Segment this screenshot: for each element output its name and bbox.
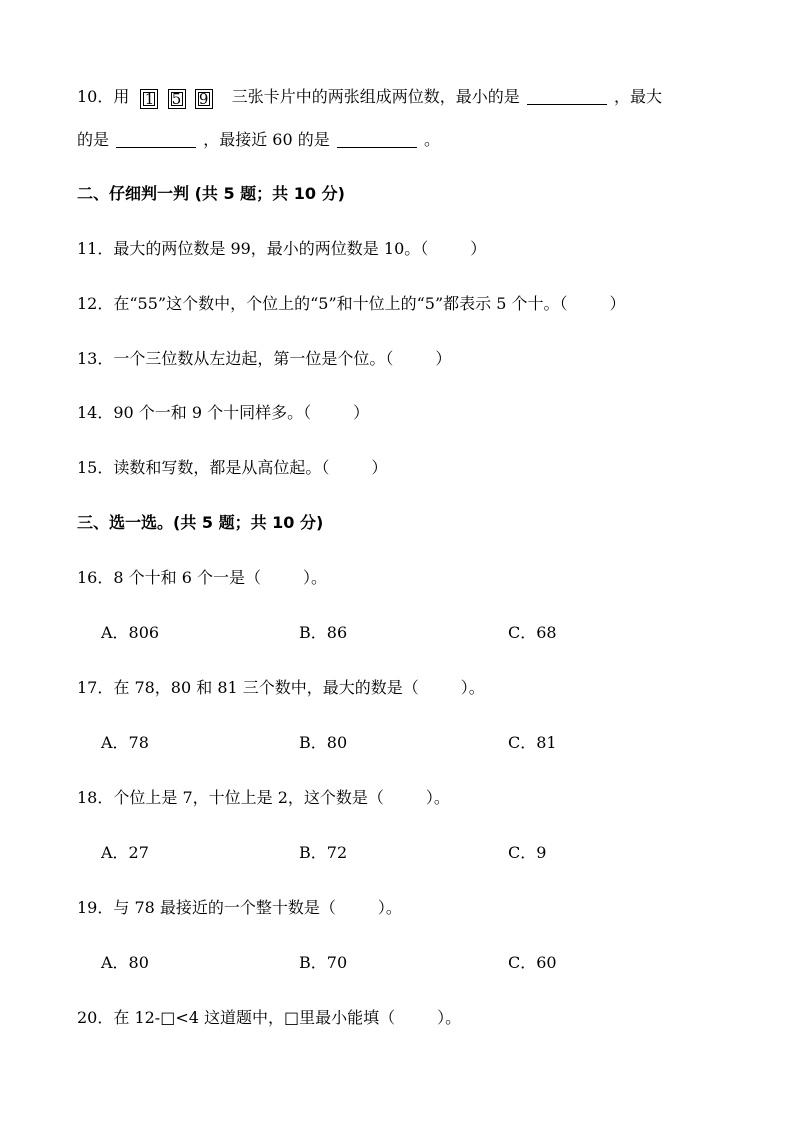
paren-close: ）	[609, 294, 626, 313]
option-a[interactable]: A．78	[101, 733, 149, 752]
question-12	[77, 293, 626, 315]
number-card-5: 5	[168, 89, 186, 109]
option-c[interactable]: C．68	[508, 623, 557, 642]
answer-blank-closest-60[interactable]	[337, 131, 417, 148]
number-cards	[140, 86, 216, 109]
option-c[interactable]: C．81	[508, 733, 557, 752]
option-a[interactable]: A．80	[101, 953, 149, 972]
number-card-1: 1	[140, 89, 158, 109]
question-10-line2	[77, 129, 440, 151]
option-a[interactable]: A．27	[101, 843, 149, 862]
section-2-title: 二、仔细判一判 (共 5 题；共 10 分)	[77, 184, 345, 203]
option-c[interactable]: C．9	[508, 843, 547, 862]
question-text: 17．在 78，80 和 81 三个数中，最大的数是（	[77, 678, 419, 697]
answer-blank-largest[interactable]	[116, 131, 196, 148]
question-15	[77, 457, 387, 479]
question-17	[77, 677, 485, 699]
question-20	[77, 1007, 461, 1029]
number-card-9: 9	[195, 89, 213, 109]
question-10-text: 的是	[77, 130, 110, 149]
question-text: 16．8 个十和 6 个一是（	[77, 568, 261, 587]
paren-close: ）。	[437, 1008, 462, 1027]
paren-close: ）。	[460, 678, 485, 697]
paren-close: ）。	[302, 568, 327, 587]
question-18	[77, 787, 450, 809]
option-b[interactable]: B．72	[299, 843, 348, 862]
paren-close: ）	[435, 349, 452, 368]
question-10-text: ，最大	[613, 87, 662, 106]
paren-close: ）。	[377, 898, 402, 917]
paren-close: ）	[353, 403, 370, 422]
answer-blank-smallest[interactable]	[527, 88, 607, 105]
question-text: 15．读数和写数，都是从高位起。（	[77, 458, 330, 477]
paren-close: ）	[470, 239, 487, 258]
paren-close: ）。	[425, 788, 450, 807]
option-b[interactable]: B．86	[299, 623, 348, 642]
question-text: 20．在 12-□<4 这道题中，□里最小能填（	[77, 1008, 396, 1027]
option-c[interactable]: C．60	[508, 953, 557, 972]
question-text: 11．最大的两位数是 99，最小的两位数是 10。（	[77, 239, 429, 258]
option-b[interactable]: B．70	[299, 953, 348, 972]
question-text: 13．一个三位数从左边起，第一位是个位。（	[77, 349, 394, 368]
paren-close: ）	[371, 458, 388, 477]
option-b[interactable]: B．80	[299, 733, 348, 752]
question-text: 12．在“55”这个数中，个位上的“5”和十位上的“5”都表示 5 个十。（	[77, 294, 568, 313]
question-text: 19．与 78 最接近的一个整十数是（	[77, 898, 336, 917]
question-16	[77, 567, 327, 589]
question-10-text: ，最接近 60 的是	[203, 130, 330, 149]
question-11	[77, 238, 486, 260]
question-text: 18．个位上是 7，十位上是 2，这个数是（	[77, 788, 384, 807]
question-10-text: 。	[423, 130, 440, 149]
question-10-prefix: 10．用	[77, 87, 130, 106]
section-3-title: 三、选一选。(共 5 题；共 10 分)	[77, 513, 324, 532]
option-a[interactable]: A．806	[101, 623, 160, 642]
question-19	[77, 897, 402, 919]
question-13	[77, 348, 451, 370]
question-14	[77, 402, 369, 424]
question-text: 14．90 个一和 9 个十同样多。（	[77, 403, 312, 422]
question-10-text: 三张卡片中的两张组成两位数，最小的是	[231, 87, 520, 106]
question-10-line1	[77, 86, 662, 109]
